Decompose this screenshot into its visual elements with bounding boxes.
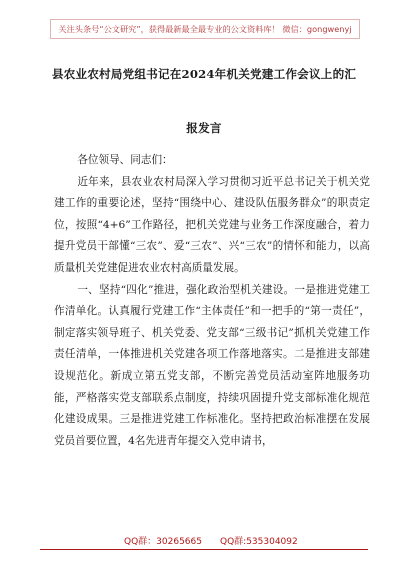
paragraph: 一、坚持“四化”推进，强化政治型机关建设。一是推进党建工作清单化。认真履行党建工作“主体责任”和一把手的“第一责任”，制定落实领导班子、机关党委、党支部“三级书记”抓机关党建工作责任清单，一体推进机关党建各项工作落地落实。二是推进支部建设规范化。新成立第五党支部，不断完善党员活动室阵地服务功能，严格落实党支部联系点制度，持续巩固提升党支部标准化规范化建设成果。三是推进党建工作标准化。坚持把政治标准摆在发展党员首要位置，4名先进青年提交入党申请书，: [54, 283, 370, 447]
document-title-line-1: 县农业农村局党组书记在2024年机关党建工作会议上的汇: [51, 67, 357, 81]
footer-qq-group-2: QQ群:535304092: [220, 537, 298, 547]
footer-qq-group-1: QQ群：30265665: [124, 537, 202, 547]
paragraph: 近年来，县农业农村局深入学习贯彻习近平总书记关于机关党建工作的重要论述，坚持“围绕中心、建设队伍服务群众”的职责定位，按照“4+6”工作路径，把机关党建与业务工作深度融合，着力提升党员干部懂“三农”、爱“三农”、兴“三农”的情怀和能力，以高质量机关党建促进农业农村高质量发展。: [54, 175, 370, 274]
document-title-line-2: 报发言: [186, 121, 222, 135]
document-body: [54, 150, 370, 452]
greeting: 各位领导、同志们：: [77, 154, 173, 166]
header-banner: 关注头条号“公文研究”，获得最新最全最专业的公文资料库！ 微信：gongwenyj: [50, 19, 360, 39]
footer-divider: [40, 549, 368, 550]
